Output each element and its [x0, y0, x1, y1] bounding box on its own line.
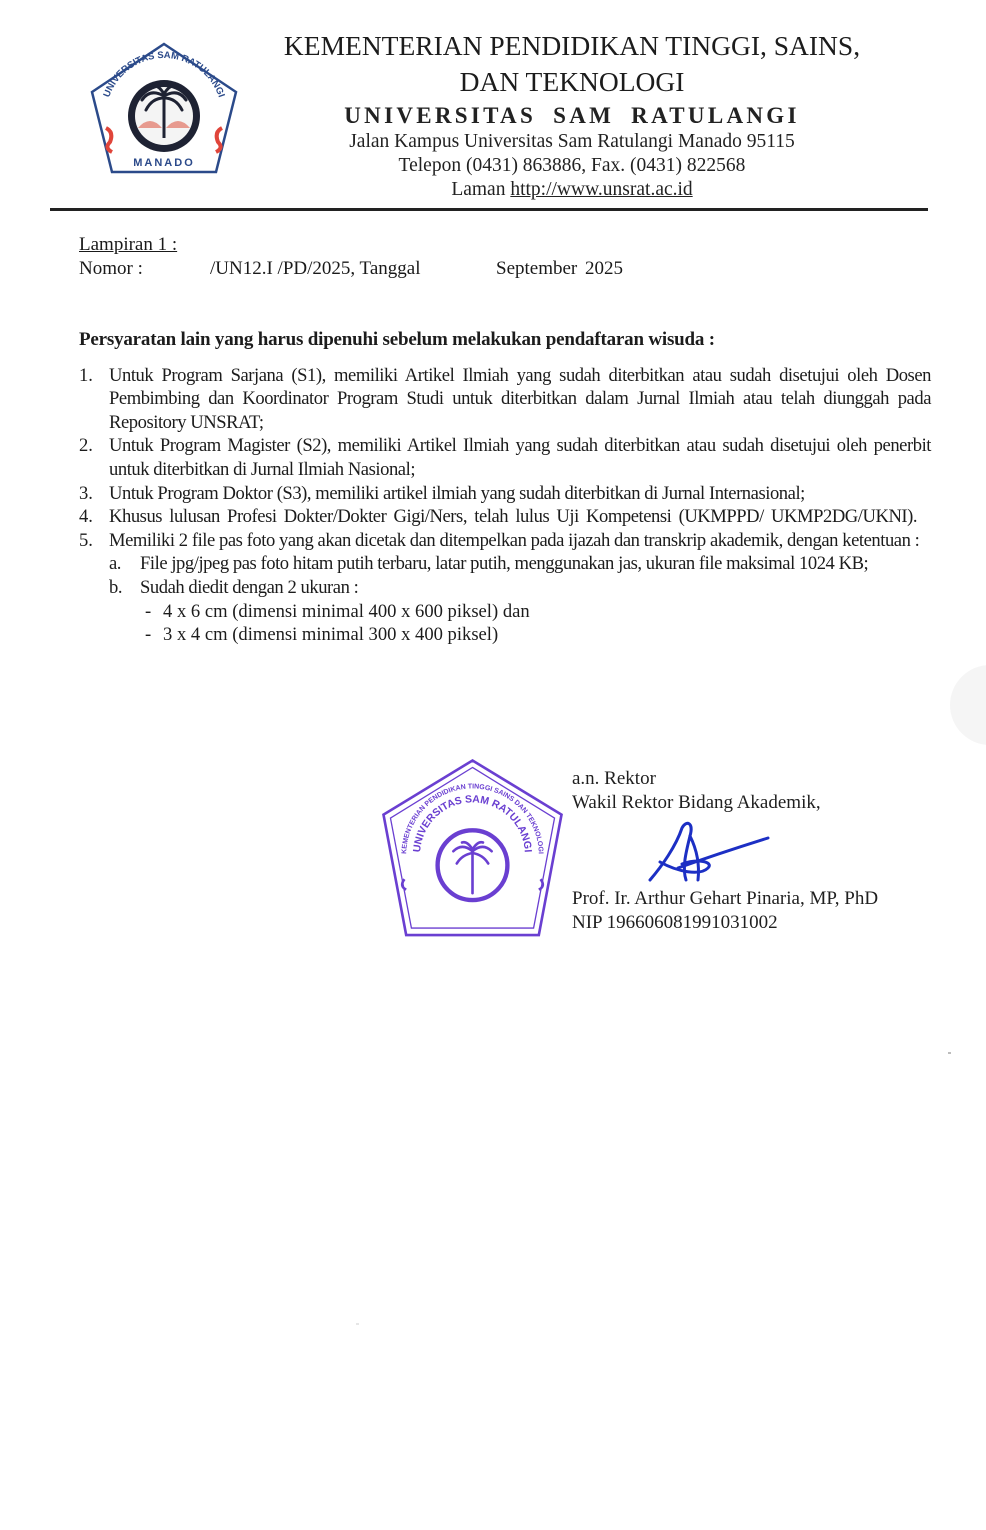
- scan-shadow: [950, 665, 986, 745]
- requirements-section: [79, 328, 931, 647]
- sub-list-letter: a.: [109, 553, 122, 575]
- list-number: 3.: [79, 482, 93, 504]
- scan-speck: [948, 1052, 951, 1054]
- requirements-list: [79, 364, 931, 647]
- website-label: Laman: [451, 179, 506, 200]
- palm-trunk: [163, 94, 166, 138]
- ministry-name-line2: DAN TEKNOLOGI: [459, 66, 685, 97]
- letterhead: [252, 28, 892, 202]
- photo-requirements-list: [109, 552, 931, 646]
- signer-nip: NIP 196606081991031002: [572, 912, 778, 933]
- signature-strokes: [650, 823, 768, 880]
- size-item: [140, 623, 931, 647]
- number-value: /UN12.I /PD/2025, Tanggal: [210, 258, 421, 279]
- list-number: 5.: [79, 529, 93, 551]
- seal-city-text: MANADO: [133, 157, 195, 169]
- requirements-heading: Persyaratan lain yang harus dipenuhi sebelum melakukan pendaftaran wisuda :: [79, 329, 715, 350]
- size-item: [140, 600, 931, 624]
- list-number: 1.: [79, 364, 93, 386]
- university-name: UNIVERSITAS SAM RATULANGI: [344, 103, 800, 128]
- handwritten-signature-icon: [640, 818, 780, 886]
- list-text: Untuk Program Sarjana (S1), memiliki Artikel Ilmiah yang sudah diterbitkan atau sudah disetujui oleh Dosen Pembimbing dan Koordinator Program Studi untuk diterbitkan dalam Jurnal Ilmiah atau telah diunggah pada Repository UNSRAT;: [109, 364, 931, 433]
- dash-bullet: -: [145, 600, 151, 622]
- list-text: Khusus lulusan Profesi Dokter/Dokter Gigi/Ners, telah lulus Uji Kompetensi (UKMPPD/ UKMP2DG/UKNI).: [109, 506, 918, 528]
- attachment-label: Lampiran 1 :: [79, 234, 178, 255]
- list-text: Untuk Program Magister (S2), memiliki Artikel Ilmiah yang sudah diterbitkan atau sudah disetujui oleh penerbit untuk diterbitkan di Jurnal Ilmiah Nasional;: [109, 435, 931, 480]
- website-line: [252, 178, 892, 202]
- stamp-outer-text: KEMENTERIAN PENDIDIKAN TINGGI SAINS DAN TEKNOLOGI: [401, 783, 544, 855]
- size-text: 4 x 6 cm (dimensi minimal 400 x 600 piksel) dan: [163, 600, 530, 622]
- sub-list-item: [109, 576, 931, 647]
- list-number: 4.: [79, 506, 93, 528]
- on-behalf-label: a.n. Rektor: [572, 768, 656, 789]
- photo-sizes-list: [140, 600, 931, 647]
- sub-list-item: [109, 552, 931, 576]
- date-value: September 2025: [496, 258, 624, 279]
- number-row: [79, 257, 779, 281]
- seal-arc-text: UNIVERSITAS SAM RATULANGI: [101, 49, 227, 99]
- list-text: Untuk Program Doktor (S3), memiliki artikel ilmiah yang sudah diterbitkan di Jurnal Internasional;: [109, 482, 805, 504]
- official-stamp-icon: [380, 757, 565, 942]
- list-number: 2.: [79, 435, 93, 457]
- stamp-inner-text: UNIVERSITAS SAM RATULANGI: [412, 794, 533, 853]
- address: Jalan Kampus Universitas Sam Ratulangi Manado 95115: [349, 131, 795, 152]
- list-item: [79, 505, 931, 529]
- university-seal-icon: [88, 40, 240, 180]
- website-link[interactable]: http://www.unsrat.ac.id: [510, 179, 693, 200]
- list-text: Memiliki 2 file pas foto yang akan dicetak dan ditempelkan pada ijazah dan transkrip akademik, dengan ketentuan :: [109, 529, 920, 551]
- sub-list-text: File jpg/jpeg pas foto hitam putih terbaru, latar putih, menggunakan jas, ukuran file maksimal 1024 KB;: [140, 553, 869, 575]
- sub-list-letter: b.: [109, 576, 123, 598]
- list-item: [79, 434, 931, 481]
- ministry-name-line1: KEMENTERIAN PENDIDIKAN TINGGI, SAINS,: [283, 30, 861, 61]
- list-item: [79, 482, 931, 506]
- scan-speck: [356, 1323, 359, 1325]
- sub-list-text: Sudah diedit dengan 2 ukuran :: [140, 576, 359, 598]
- list-item: [79, 364, 931, 435]
- size-text: 3 x 4 cm (dimensi minimal 300 x 400 piksel): [163, 624, 499, 646]
- dash-bullet: -: [145, 624, 151, 646]
- stamp-palm-icon: [453, 842, 491, 893]
- phone-fax: Telepon (0431) 863886, Fax. (0431) 822568: [398, 155, 746, 176]
- signer-name: Prof. Ir. Arthur Gehart Pinaria, MP, PhD: [572, 888, 879, 909]
- number-label: Nomor :: [79, 258, 143, 279]
- list-item: [79, 529, 931, 647]
- reference-block: [79, 233, 779, 281]
- signer-position: Wakil Rektor Bidang Akademik,: [572, 792, 821, 813]
- letterhead-divider: [50, 208, 928, 211]
